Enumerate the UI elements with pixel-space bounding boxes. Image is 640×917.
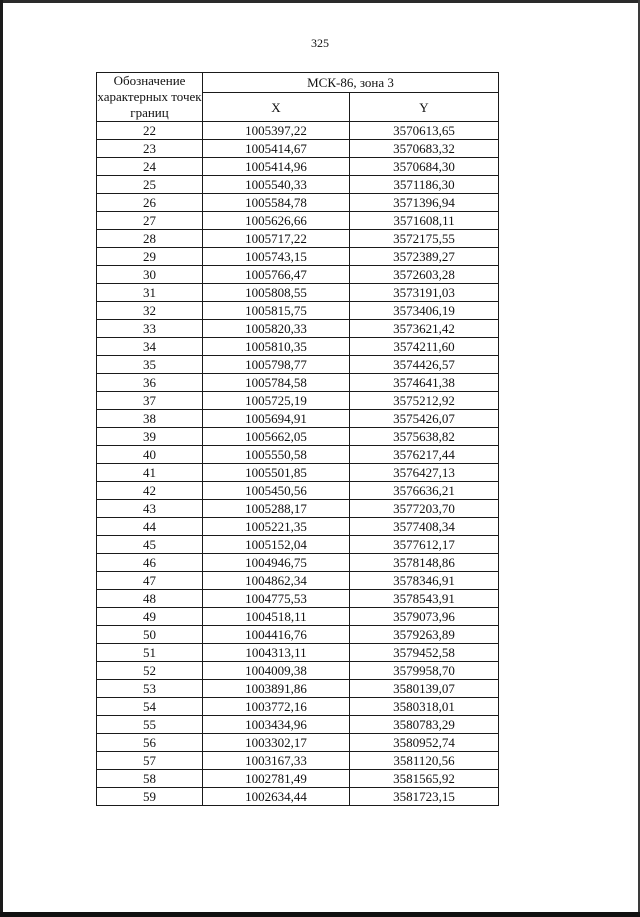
scan-bottom-edge bbox=[0, 912, 640, 917]
y-coordinate-cell: 3577612,17 bbox=[350, 536, 499, 554]
point-id-cell: 50 bbox=[97, 626, 203, 644]
point-id-cell: 28 bbox=[97, 230, 203, 248]
x-coordinate-cell: 1005798,77 bbox=[203, 356, 350, 374]
point-id-cell: 38 bbox=[97, 410, 203, 428]
header-coordinate-system: МСК-86, зона 3 bbox=[203, 73, 499, 93]
x-coordinate-cell: 1002781,49 bbox=[203, 770, 350, 788]
x-coordinate-cell: 1005450,56 bbox=[203, 482, 350, 500]
point-id-cell: 30 bbox=[97, 266, 203, 284]
x-coordinate-cell: 1005584,78 bbox=[203, 194, 350, 212]
table-row bbox=[97, 176, 499, 194]
x-coordinate-cell: 1005694,91 bbox=[203, 410, 350, 428]
y-coordinate-cell: 3573621,42 bbox=[350, 320, 499, 338]
y-coordinate-cell: 3576636,21 bbox=[350, 482, 499, 500]
point-id-cell: 53 bbox=[97, 680, 203, 698]
y-coordinate-cell: 3579452,58 bbox=[350, 644, 499, 662]
table-row bbox=[97, 662, 499, 680]
table-row bbox=[97, 554, 499, 572]
point-id-cell: 42 bbox=[97, 482, 203, 500]
table-row bbox=[97, 770, 499, 788]
point-id-cell: 48 bbox=[97, 590, 203, 608]
table-row bbox=[97, 122, 499, 140]
point-id-cell: 24 bbox=[97, 158, 203, 176]
y-coordinate-cell: 3576427,13 bbox=[350, 464, 499, 482]
y-coordinate-cell: 3573191,03 bbox=[350, 284, 499, 302]
header-y: Y bbox=[350, 93, 499, 122]
x-coordinate-cell: 1005662,05 bbox=[203, 428, 350, 446]
point-id-cell: 22 bbox=[97, 122, 203, 140]
point-id-cell: 56 bbox=[97, 734, 203, 752]
table-row bbox=[97, 716, 499, 734]
point-id-cell: 41 bbox=[97, 464, 203, 482]
y-coordinate-cell: 3575212,92 bbox=[350, 392, 499, 410]
x-coordinate-cell: 1005717,22 bbox=[203, 230, 350, 248]
table-row bbox=[97, 698, 499, 716]
table-row bbox=[97, 500, 499, 518]
table-row bbox=[97, 788, 499, 806]
x-coordinate-cell: 1005820,33 bbox=[203, 320, 350, 338]
y-coordinate-cell: 3570684,30 bbox=[350, 158, 499, 176]
point-id-cell: 27 bbox=[97, 212, 203, 230]
y-coordinate-cell: 3572603,28 bbox=[350, 266, 499, 284]
y-coordinate-cell: 3572175,55 bbox=[350, 230, 499, 248]
x-coordinate-cell: 1003302,17 bbox=[203, 734, 350, 752]
table-row bbox=[97, 284, 499, 302]
table-row bbox=[97, 482, 499, 500]
point-id-cell: 44 bbox=[97, 518, 203, 536]
y-coordinate-cell: 3580318,01 bbox=[350, 698, 499, 716]
x-coordinate-cell: 1004313,11 bbox=[203, 644, 350, 662]
y-coordinate-cell: 3574641,38 bbox=[350, 374, 499, 392]
table-row bbox=[97, 230, 499, 248]
y-coordinate-cell: 3572389,27 bbox=[350, 248, 499, 266]
point-id-cell: 32 bbox=[97, 302, 203, 320]
x-coordinate-cell: 1005414,96 bbox=[203, 158, 350, 176]
x-coordinate-cell: 1003434,96 bbox=[203, 716, 350, 734]
point-id-cell: 23 bbox=[97, 140, 203, 158]
point-id-cell: 49 bbox=[97, 608, 203, 626]
point-id-cell: 54 bbox=[97, 698, 203, 716]
scan-top-edge bbox=[0, 0, 640, 3]
point-id-cell: 52 bbox=[97, 662, 203, 680]
coordinates-table bbox=[96, 72, 499, 806]
table-row bbox=[97, 248, 499, 266]
y-coordinate-cell: 3570613,65 bbox=[350, 122, 499, 140]
y-coordinate-cell: 3580952,74 bbox=[350, 734, 499, 752]
point-id-cell: 51 bbox=[97, 644, 203, 662]
y-coordinate-cell: 3571396,94 bbox=[350, 194, 499, 212]
y-coordinate-cell: 3579073,96 bbox=[350, 608, 499, 626]
point-id-cell: 59 bbox=[97, 788, 203, 806]
x-coordinate-cell: 1005784,58 bbox=[203, 374, 350, 392]
table-body bbox=[97, 122, 499, 806]
table-row bbox=[97, 266, 499, 284]
x-coordinate-cell: 1004518,11 bbox=[203, 608, 350, 626]
point-id-cell: 43 bbox=[97, 500, 203, 518]
y-coordinate-cell: 3571608,11 bbox=[350, 212, 499, 230]
x-coordinate-cell: 1005808,55 bbox=[203, 284, 350, 302]
point-id-cell: 33 bbox=[97, 320, 203, 338]
y-coordinate-cell: 3575638,82 bbox=[350, 428, 499, 446]
header-x: X bbox=[203, 93, 350, 122]
point-id-cell: 39 bbox=[97, 428, 203, 446]
x-coordinate-cell: 1004862,34 bbox=[203, 572, 350, 590]
x-coordinate-cell: 1003772,16 bbox=[203, 698, 350, 716]
point-id-cell: 26 bbox=[97, 194, 203, 212]
point-id-cell: 40 bbox=[97, 446, 203, 464]
table-row bbox=[97, 428, 499, 446]
y-coordinate-cell: 3575426,07 bbox=[350, 410, 499, 428]
table-row bbox=[97, 446, 499, 464]
point-id-cell: 55 bbox=[97, 716, 203, 734]
x-coordinate-cell: 1005626,66 bbox=[203, 212, 350, 230]
table-row bbox=[97, 302, 499, 320]
x-coordinate-cell: 1004416,76 bbox=[203, 626, 350, 644]
scan-left-edge bbox=[0, 0, 3, 917]
table-row bbox=[97, 626, 499, 644]
y-coordinate-cell: 3571186,30 bbox=[350, 176, 499, 194]
x-coordinate-cell: 1004946,75 bbox=[203, 554, 350, 572]
table-row bbox=[97, 338, 499, 356]
page-number: 325 bbox=[311, 36, 329, 50]
table-row bbox=[97, 644, 499, 662]
table-row bbox=[97, 194, 499, 212]
table-row bbox=[97, 518, 499, 536]
y-coordinate-cell: 3577203,70 bbox=[350, 500, 499, 518]
y-coordinate-cell: 3574426,57 bbox=[350, 356, 499, 374]
y-coordinate-cell: 3580139,07 bbox=[350, 680, 499, 698]
point-id-cell: 29 bbox=[97, 248, 203, 266]
x-coordinate-cell: 1005501,85 bbox=[203, 464, 350, 482]
table-row bbox=[97, 410, 499, 428]
y-coordinate-cell: 3576217,44 bbox=[350, 446, 499, 464]
point-id-cell: 58 bbox=[97, 770, 203, 788]
y-coordinate-cell: 3579958,70 bbox=[350, 662, 499, 680]
y-coordinate-cell: 3579263,89 bbox=[350, 626, 499, 644]
table-row bbox=[97, 464, 499, 482]
point-id-cell: 45 bbox=[97, 536, 203, 554]
x-coordinate-cell: 1005766,47 bbox=[203, 266, 350, 284]
table-row bbox=[97, 158, 499, 176]
x-coordinate-cell: 1005221,35 bbox=[203, 518, 350, 536]
table-row bbox=[97, 680, 499, 698]
table-row bbox=[97, 752, 499, 770]
table-row bbox=[97, 320, 499, 338]
table-row bbox=[97, 734, 499, 752]
point-id-cell: 34 bbox=[97, 338, 203, 356]
table-row bbox=[97, 356, 499, 374]
point-id-cell: 35 bbox=[97, 356, 203, 374]
x-coordinate-cell: 1002634,44 bbox=[203, 788, 350, 806]
table-row bbox=[97, 590, 499, 608]
x-coordinate-cell: 1005810,35 bbox=[203, 338, 350, 356]
x-coordinate-cell: 1005152,04 bbox=[203, 536, 350, 554]
table-row bbox=[97, 374, 499, 392]
y-coordinate-cell: 3574211,60 bbox=[350, 338, 499, 356]
point-id-cell: 31 bbox=[97, 284, 203, 302]
x-coordinate-cell: 1005743,15 bbox=[203, 248, 350, 266]
header-point-label: Обозначение характерных точек границ bbox=[97, 73, 202, 120]
point-id-cell: 47 bbox=[97, 572, 203, 590]
x-coordinate-cell: 1005397,22 bbox=[203, 122, 350, 140]
y-coordinate-cell: 3578543,91 bbox=[350, 590, 499, 608]
point-id-cell: 46 bbox=[97, 554, 203, 572]
x-coordinate-cell: 1005288,17 bbox=[203, 500, 350, 518]
x-coordinate-cell: 1005414,67 bbox=[203, 140, 350, 158]
point-id-cell: 25 bbox=[97, 176, 203, 194]
y-coordinate-cell: 3570683,32 bbox=[350, 140, 499, 158]
point-id-cell: 57 bbox=[97, 752, 203, 770]
table-row bbox=[97, 572, 499, 590]
point-id-cell: 37 bbox=[97, 392, 203, 410]
x-coordinate-cell: 1005550,58 bbox=[203, 446, 350, 464]
x-coordinate-cell: 1003891,86 bbox=[203, 680, 350, 698]
y-coordinate-cell: 3577408,34 bbox=[350, 518, 499, 536]
table-row bbox=[97, 392, 499, 410]
y-coordinate-cell: 3581723,15 bbox=[350, 788, 499, 806]
x-coordinate-cell: 1004009,38 bbox=[203, 662, 350, 680]
table-row bbox=[97, 140, 499, 158]
y-coordinate-cell: 3581120,56 bbox=[350, 752, 499, 770]
y-coordinate-cell: 3573406,19 bbox=[350, 302, 499, 320]
x-coordinate-cell: 1005540,33 bbox=[203, 176, 350, 194]
x-coordinate-cell: 1005725,19 bbox=[203, 392, 350, 410]
point-id-cell: 36 bbox=[97, 374, 203, 392]
y-coordinate-cell: 3580783,29 bbox=[350, 716, 499, 734]
table-row bbox=[97, 212, 499, 230]
y-coordinate-cell: 3581565,92 bbox=[350, 770, 499, 788]
table-row bbox=[97, 536, 499, 554]
y-coordinate-cell: 3578346,91 bbox=[350, 572, 499, 590]
x-coordinate-cell: 1005815,75 bbox=[203, 302, 350, 320]
table-row bbox=[97, 608, 499, 626]
x-coordinate-cell: 1003167,33 bbox=[203, 752, 350, 770]
x-coordinate-cell: 1004775,53 bbox=[203, 590, 350, 608]
y-coordinate-cell: 3578148,86 bbox=[350, 554, 499, 572]
